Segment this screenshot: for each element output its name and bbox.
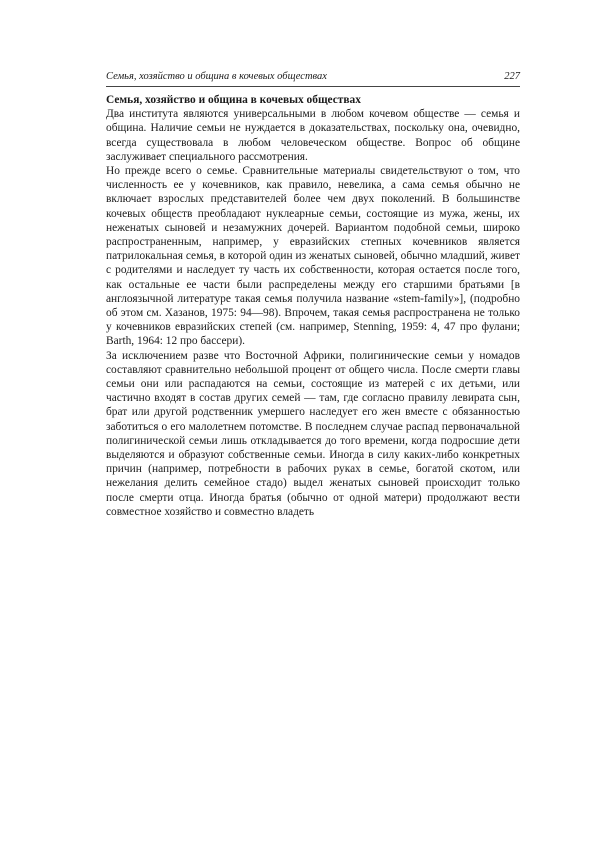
paragraph-intro: Два института являются универсальными в любом кочевом обществе — семья и община. Наличие семьи не нуждается в доказательствах, поскольку она, очевидно, всегда существовала в любом человеческом обществе. Вопрос об общине заслуживает специального рассмотрения. (106, 108, 520, 163)
running-title: Семья, хозяйство и община в кочевых обществах (106, 71, 327, 82)
paragraph-polygyny: За исключением разве что Восточной Африки, полигинические семьи у номадов составляют сравнительно небольшой процент от общего числа. После смерти главы семьи они или распадаются на семьи, состоящие из матерей с их детьми, или частично входят в состав других семей — там, где согласно правилу левирата сын, брат или другой родственник умершего наследует его жен вместе с обязанностью заботиться о его малолетнем потомстве. В последнем случае распад первоначальной полигинической семьи лишь откладывается до того времени, когда подросшие дети выделяются и образуют собственные семьи. Иногда в силу каких-либо конкретных причин (например, потребности в рабочих руках в семье, богатой скотом, или нежелания делить семейное стадо) выдел женатых сыновей происходит только после смерти отца. Иногда братья (обычно от одной матери) продолжают вести совместное хозяйство и совместно владеть (106, 349, 520, 518)
header-divider (106, 86, 520, 87)
running-header (106, 70, 520, 84)
section-title: Семья, хозяйство и община в кочевых обществах (106, 94, 361, 106)
paragraph-family-size: Но прежде всего о семье. Сравнительные материалы свидетельствуют о том, что численность ее у кочевников, как правило, невелика, а сама семья обычно не включает взрослых представителей более чем двух поколений. В большинстве кочевых обществ преобладают нуклеарные семьи, состоящие из мужа, жены, их неженатых сыновей и незамужних дочерей. Вариантом подобной семьи, широко распространенным, например, у евразийских степных кочевников является патрилокальная семья, в которой один из женатых сыновей, обычно младший, живет с родителями и наследует ту часть их собственности, которая остается после того, как остальные ее части были распределены между его старшими братьями [в англоязычной литературе такая семья получила название «stem-family»], (подробно об этом см. Хазанов, 1975: 94—98). Впрочем, такая семья распространена не только у кочевников евразийских степей (см. например, Stenning, 1959: 4, 47 про фулани; Barth, 1964: 12 про бассери). (106, 165, 520, 348)
page-number: 227 (504, 71, 520, 82)
section-body (106, 93, 520, 519)
